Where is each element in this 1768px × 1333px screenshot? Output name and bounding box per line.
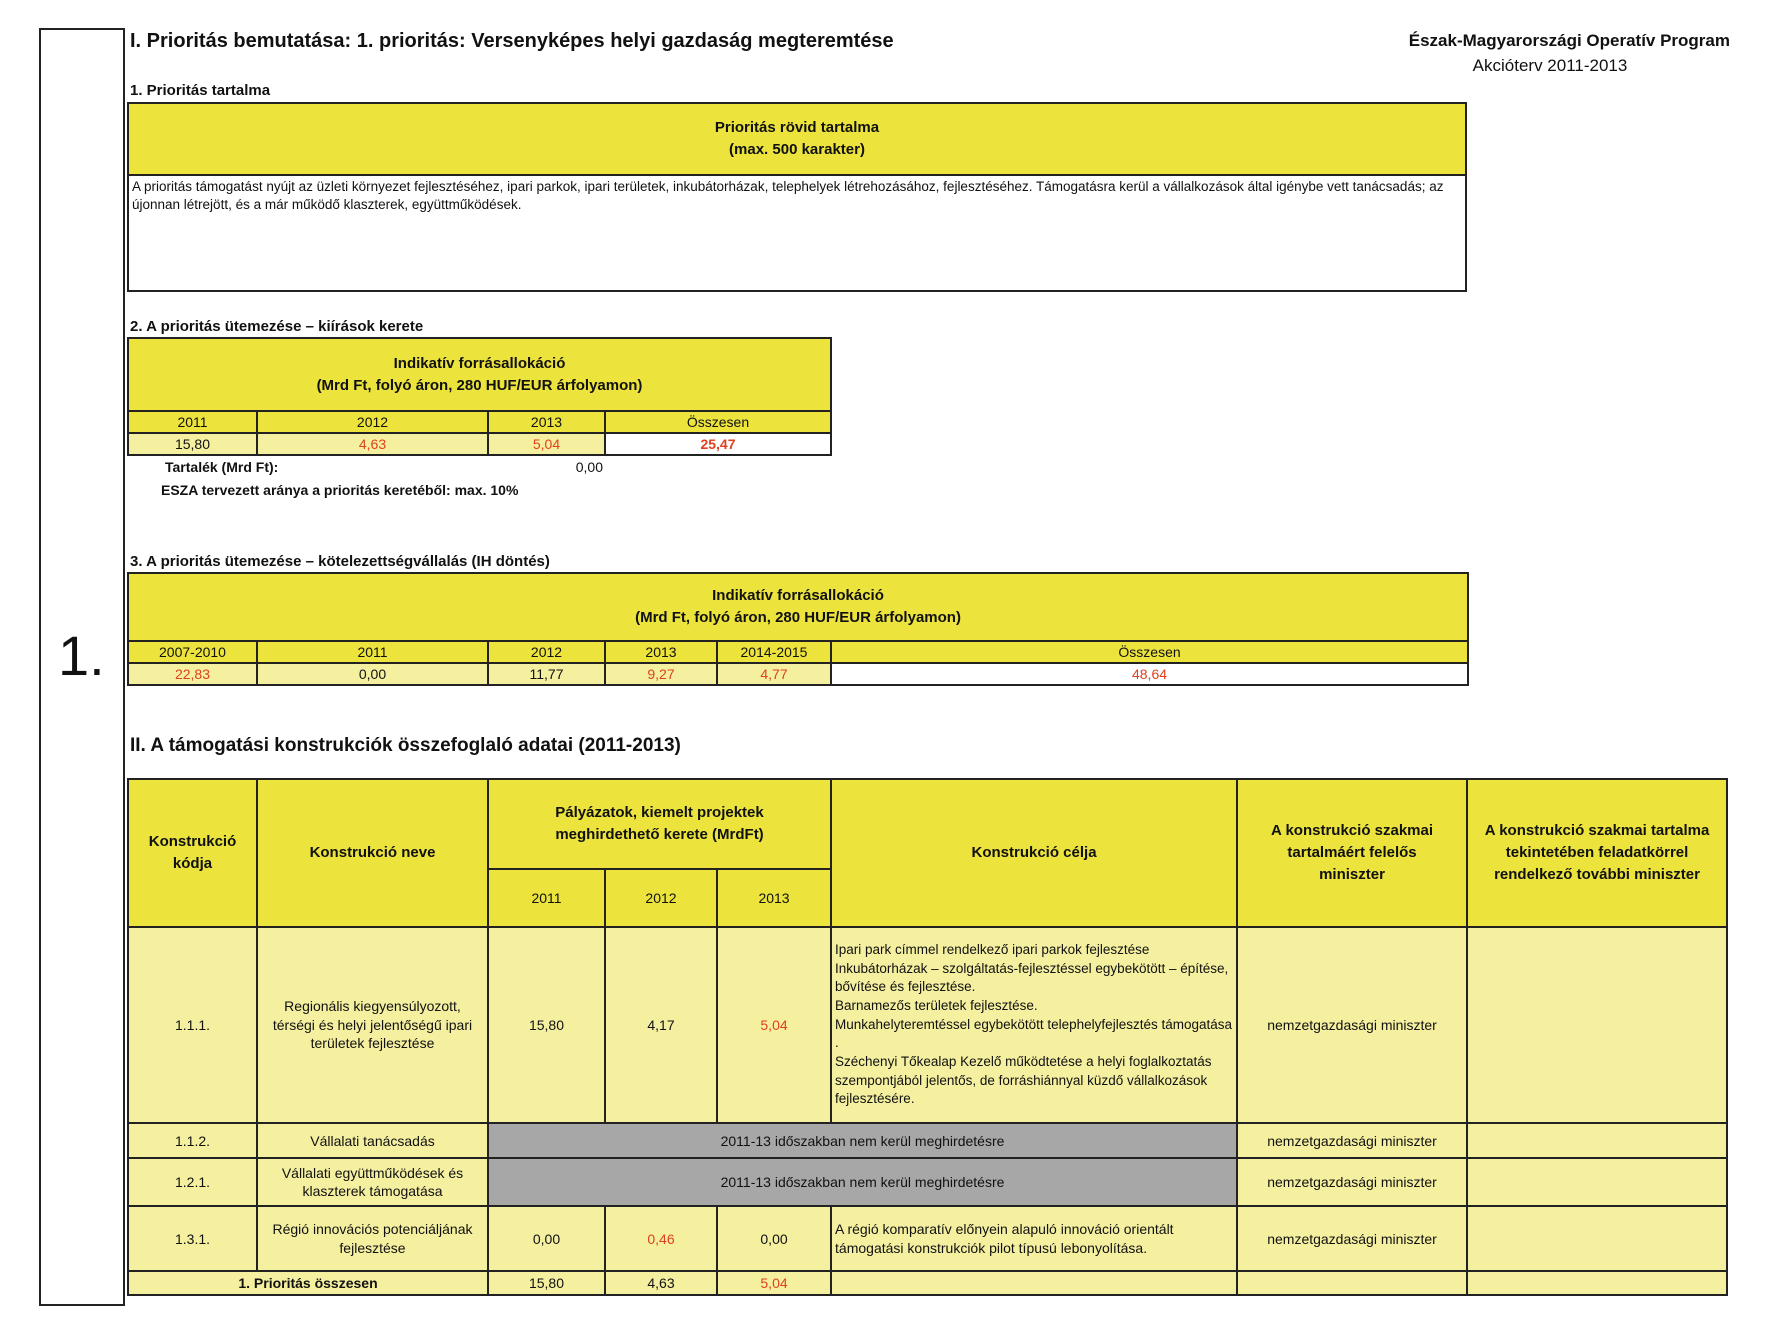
page-title: I. Prioritás bemutatása: 1. prioritás: Versenyképes helyi gazdaság megteremtése — [130, 30, 894, 52]
goal-line: Munkahelyteremtéssel egybekötött telephelyfejlesztés támogatása . — [835, 1016, 1233, 1051]
section1-heading: 1. Prioritás tartalma — [130, 82, 271, 99]
allocation-title: Indikatív forrásallokáció — [393, 354, 566, 372]
other-minister — [1467, 1123, 1727, 1158]
responsible-minister: nemzetgazdasági miniszter — [1237, 1206, 1467, 1271]
value-cell: 0,00 — [257, 663, 488, 685]
budget-2012: 0,46 — [605, 1206, 717, 1271]
priority-number: 1. — [58, 624, 105, 687]
total-2013: 5,04 — [717, 1271, 831, 1295]
year-cell: 2014-2015 — [717, 641, 831, 663]
not-announced-note: 2011-13 időszakban nem kerül meghirdetésre — [488, 1158, 1237, 1206]
other-minister — [1467, 1158, 1727, 1206]
construction-goal: A régió komparatív előnyein alapuló innováció orientált támogatási konstrukciók pilot típusú lebonyolítása. — [831, 1206, 1237, 1271]
reserve-label: Tartalék (Mrd Ft): — [165, 459, 279, 475]
total-2011: 15,80 — [488, 1271, 605, 1295]
commitment-header — [128, 573, 1468, 641]
goal-line: Ipari park címmel rendelkező ipari parkok fejlesztése — [835, 942, 1150, 958]
section3-heading: 3. A prioritás ütemezése – kötelezettségvállalás (IH döntés) — [130, 553, 550, 570]
col-code-header: Konstrukció kódja — [128, 779, 257, 927]
responsible-minister: nemzetgazdasági miniszter — [1237, 1123, 1467, 1158]
budget-2011: 0,00 — [488, 1206, 605, 1271]
total-header-cell: Összesen — [605, 411, 831, 433]
schedule-calls-table — [127, 337, 832, 456]
value-cell: 5,04 — [488, 433, 605, 455]
year-cell: 2011 — [128, 411, 257, 433]
construction-name: Regionális kiegyensúlyozott, térségi és helyi jelentőségű ipari területek fejlesztése — [257, 927, 488, 1123]
total-value-cell: 48,64 — [831, 663, 1468, 685]
esza-note: ESZA tervezett aránya a prioritás keretéből: max. 10% — [161, 482, 519, 498]
year-cell: 2012 — [257, 411, 488, 433]
construction-code: 1.1.1. — [128, 927, 257, 1123]
year-cell: 2013 — [605, 641, 717, 663]
construction-code: 1.1.2. — [128, 1123, 257, 1158]
priority-content-header — [128, 103, 1466, 175]
commitment-schedule-table — [127, 572, 1469, 686]
value-cell: 4,77 — [717, 663, 831, 685]
goal-line: Barnamezős területek fejlesztése. — [835, 998, 1038, 1014]
allocation-subtitle: (Mrd Ft, folyó áron, 280 HUF/EUR árfolyamon) — [316, 376, 643, 394]
table-row — [128, 927, 1727, 1123]
priority-content-title: Prioritás rövid tartalma — [714, 119, 880, 137]
value-cell: 9,27 — [605, 663, 717, 685]
value-cell: 15,80 — [128, 433, 257, 455]
budget-year-header: 2012 — [605, 869, 717, 927]
construction-code: 1.2.1. — [128, 1158, 257, 1206]
budget-2013: 5,04 — [717, 927, 831, 1123]
budget-2012: 4,17 — [605, 927, 717, 1123]
total-goal-empty — [831, 1271, 1237, 1295]
value-cell: 4,63 — [257, 433, 488, 455]
allocation-subtitle: (Mrd Ft, folyó áron, 280 HUF/EUR árfolyamon) — [635, 609, 961, 626]
year-cell: 2011 — [257, 641, 488, 663]
total-label: 1. Prioritás összesen — [128, 1271, 488, 1295]
year-cell: 2012 — [488, 641, 605, 663]
constructions-table — [127, 778, 1728, 1296]
col-goal-header: Konstrukció célja — [831, 779, 1237, 927]
budget-2013: 0,00 — [717, 1206, 831, 1271]
col-minister-header: A konstrukció szakmai tartalmáért felelős miniszter — [1237, 779, 1467, 927]
col-other-minister-header: A konstrukció szakmai tartalma tekintetében feladatkörrel rendelkező további miniszter — [1467, 779, 1727, 927]
construction-code: 1.3.1. — [128, 1206, 257, 1271]
year-cell: 2013 — [488, 411, 605, 433]
value-cell: 11,77 — [488, 663, 605, 685]
budget-year-header: 2013 — [717, 869, 831, 927]
year-cell: 2007-2010 — [128, 641, 257, 663]
table-row — [128, 1158, 1727, 1206]
reserve-value: 0,00 — [575, 459, 603, 475]
col-name-header: Konstrukció neve — [257, 779, 488, 927]
total-header-cell: Összesen — [831, 641, 1468, 663]
construction-goal — [831, 927, 1237, 1123]
section-ii-heading: II. A támogatási konstrukciók összefoglaló adatai (2011-2013) — [130, 735, 681, 756]
priority-content-table — [127, 102, 1467, 292]
schedule-calls-header — [128, 338, 831, 411]
total-minister-empty — [1237, 1271, 1467, 1295]
responsible-minister: nemzetgazdasági miniszter — [1237, 927, 1467, 1123]
construction-name: Régió innovációs potenciáljának fejlesztése — [257, 1206, 488, 1271]
total-other-empty — [1467, 1271, 1727, 1295]
not-announced-note: 2011-13 időszakban nem kerül meghirdetésre — [488, 1123, 1237, 1158]
total-value-cell: 25,47 — [605, 433, 831, 455]
total-row — [128, 1271, 1727, 1295]
responsible-minister: nemzetgazdasági miniszter — [1237, 1158, 1467, 1206]
budget-2011: 15,80 — [488, 927, 605, 1123]
total-2012: 4,63 — [605, 1271, 717, 1295]
construction-name: Vállalati tanácsadás — [257, 1123, 488, 1158]
value-cell: 22,83 — [128, 663, 257, 685]
priority-content-limit: (max. 500 karakter) — [729, 141, 865, 158]
col-budget-header: Pályázatok, kiemelt projektek meghirdethető kerete (MrdFt) — [488, 779, 831, 869]
other-minister — [1467, 1206, 1727, 1271]
program-name: Észak-Magyarországi Operatív Program — [1408, 31, 1730, 50]
allocation-title: Indikatív forrásallokáció — [712, 587, 884, 605]
construction-name: Vállalati együttműködések és klaszterek támogatása — [257, 1158, 488, 1206]
priority-content-text: A prioritás támogatást nyújt az üzleti környezet fejlesztéséhez, ipari parkok, ipari területek, inkubátorházak, telephelyek létrehozásához, fejlesztéséhez. Támogatásra kerül a vállalkozások által igénybe vett tanácsadás; az újonnan létrejött, és a már működő klaszterek, együttműködések. — [128, 175, 1466, 291]
goal-line: Inkubátorházak – szolgáltatás-fejlesztéssel egybekötött – építése, bővítése és fejlesztése. — [835, 960, 1229, 995]
action-plan-label: Akcióterv 2011-2013 — [1472, 56, 1628, 75]
table-row — [128, 1123, 1727, 1158]
section2-heading: 2. A prioritás ütemezése – kiírások kerete — [130, 318, 424, 335]
other-minister — [1467, 927, 1727, 1123]
table-row — [128, 1206, 1727, 1271]
goal-line: Széchenyi Tőkealap Kezelő működtetése a helyi foglalkoztatás szempontjából jelentős, de forráshiánnyal küzdő vállalkozások fejlesztésére. — [835, 1053, 1212, 1107]
budget-year-header: 2011 — [488, 869, 605, 927]
